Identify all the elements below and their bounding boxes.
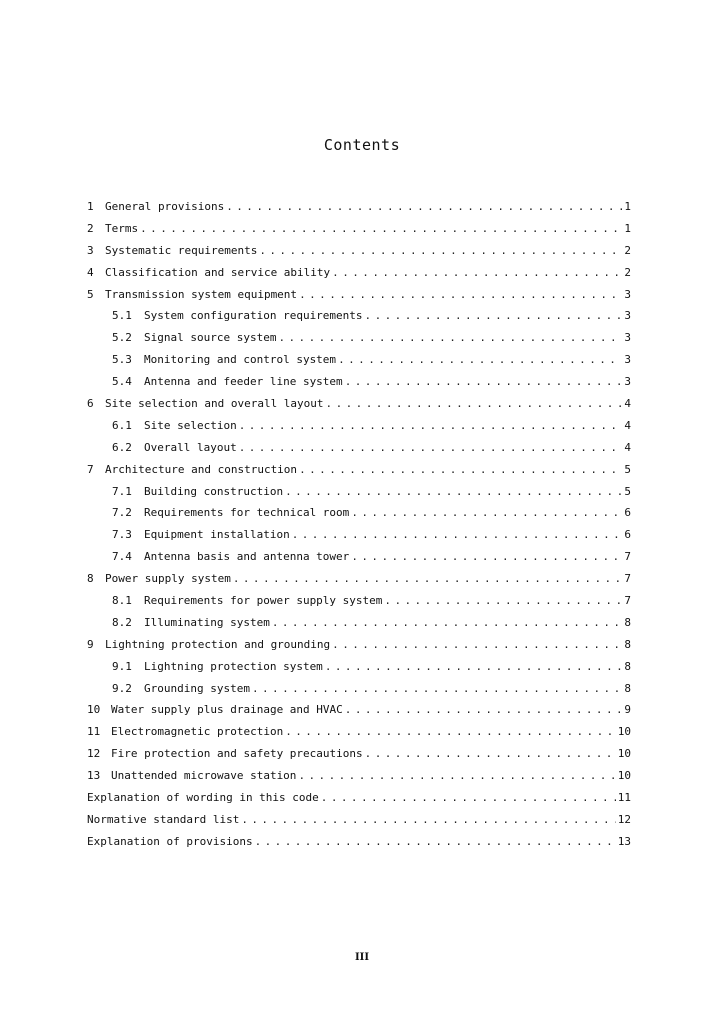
dot-leader: [325, 659, 623, 675]
toc-entry-label: Antenna basis and antenna tower: [144, 550, 350, 564]
toc-entry-label: Requirements for technical room: [144, 506, 350, 520]
dot-leader: [345, 702, 623, 718]
toc-entry[interactable]: [87, 681, 631, 703]
toc-entry-label: Explanation of wording in this code: [87, 791, 319, 805]
toc-entry-label: Systematic requirements: [105, 243, 258, 257]
toc-entry-number: 6.2: [112, 440, 132, 454]
toc-entry[interactable]: [87, 330, 631, 352]
toc-entry-page: 8: [624, 615, 631, 629]
dot-leader: [272, 615, 623, 631]
toc-entry[interactable]: [87, 834, 631, 856]
dot-leader: [299, 462, 622, 478]
toc-entry-page: 8: [624, 659, 631, 673]
toc-entry[interactable]: [87, 768, 631, 790]
dot-leader: [326, 396, 623, 412]
toc-entry-label: Fire protection and safety precautions: [111, 747, 363, 761]
toc-entry[interactable]: [87, 790, 631, 812]
dot-leader: [299, 287, 622, 303]
dot-leader: [345, 374, 623, 390]
toc-entry-label: Grounding system: [144, 681, 250, 695]
toc-entry-number: 11: [87, 725, 101, 739]
toc-entry[interactable]: [87, 505, 631, 527]
toc-entry-label: Signal source system: [144, 331, 277, 345]
toc-entry-page: 4: [624, 440, 631, 454]
toc-entry[interactable]: [87, 702, 631, 724]
toc-entry-label: Equipment installation: [144, 528, 290, 542]
toc-entry-label: Site selection: [144, 418, 237, 432]
toc-entry[interactable]: [87, 374, 631, 396]
toc-entry-number: 6: [87, 397, 94, 411]
toc-entry-number: 2: [87, 221, 94, 235]
toc-entry-page: 1: [624, 200, 631, 213]
toc-entry-label: Terms: [105, 221, 139, 235]
toc-entry-page: 3: [624, 287, 631, 301]
toc-entry-number: 10: [87, 703, 101, 717]
toc-entry-number: 7.3: [112, 528, 132, 542]
toc-entry-page: 7: [624, 594, 631, 608]
dot-leader: [285, 724, 616, 740]
toc-entry-label: System configuration requirements: [144, 309, 363, 323]
toc-entry[interactable]: [87, 221, 631, 243]
page-title: Contents: [323, 136, 401, 154]
dot-leader: [292, 527, 623, 543]
toc-entry-number: 5.1: [112, 309, 132, 323]
toc-entry-number: 12: [87, 747, 101, 761]
toc-entry-page: 3: [624, 353, 631, 367]
toc-entry[interactable]: [87, 527, 631, 549]
toc-entry[interactable]: [87, 199, 631, 221]
toc-entry-label: Classification and service ability: [105, 265, 331, 279]
toc-entry-page: 9: [624, 703, 631, 717]
dot-leader: [351, 505, 622, 521]
toc-entry-number: 7.2: [112, 506, 132, 520]
toc-entry-number: 7.1: [112, 484, 132, 498]
toc-entry-number: 3: [87, 243, 94, 257]
dot-leader: [239, 440, 623, 456]
dot-leader: [226, 199, 622, 215]
toc-entry-label: Requirements for power supply system: [144, 594, 383, 608]
toc-entry-label: Water supply plus drainage and HVAC: [111, 703, 343, 717]
toc-entry-page: 5: [624, 484, 631, 498]
toc-entry-page: 1: [624, 221, 631, 235]
dot-leader: [285, 484, 622, 500]
toc-entry-page: 5: [624, 462, 631, 476]
toc-entry-page: 3: [624, 375, 631, 389]
toc-entry-page: 4: [624, 418, 631, 432]
toc-entry-label: Monitoring and control system: [144, 353, 337, 367]
toc-entry-number: 8.2: [112, 615, 132, 629]
toc-entry-number: 5.4: [112, 375, 132, 389]
toc-entry[interactable]: [87, 746, 631, 768]
toc-entry-label: Illuminating system: [144, 615, 270, 629]
toc-entry-page: 13: [617, 834, 631, 848]
toc-entry[interactable]: [87, 440, 631, 462]
dot-leader: [338, 352, 622, 368]
toc-entry-number: 5.2: [112, 331, 132, 345]
toc-entry[interactable]: [87, 615, 631, 637]
toc-entry[interactable]: [87, 659, 631, 681]
toc-entry-page: 8: [624, 637, 631, 651]
dot-leader: [252, 681, 622, 697]
dot-leader: [255, 834, 616, 850]
toc-entry[interactable]: [87, 484, 631, 506]
toc-entry-label: Power supply system: [105, 572, 231, 586]
dot-leader: [233, 571, 623, 587]
toc-entry-page: 6: [624, 506, 631, 520]
dot-leader: [239, 418, 623, 434]
toc-entry-number: 6.1: [112, 418, 132, 432]
page-number-folio: III: [354, 952, 370, 963]
toc-entry-label: Lightning protection and grounding: [105, 637, 331, 651]
toc-entry-number: 9: [87, 637, 94, 651]
toc-entry-page: 8: [624, 681, 631, 695]
table-of-contents: [87, 199, 631, 856]
dot-leader: [140, 221, 622, 237]
toc-entry-label: Site selection and overall layout: [105, 397, 324, 411]
toc-entry-number: 4: [87, 265, 94, 279]
toc-entry-label: Electromagnetic protection: [111, 725, 284, 739]
toc-entry-page: 4: [624, 397, 631, 411]
toc-entry-label: Overall layout: [144, 440, 237, 454]
toc-entry[interactable]: [87, 265, 631, 287]
toc-entry-page: 11: [617, 791, 631, 805]
dot-leader: [278, 330, 622, 346]
toc-entry[interactable]: [87, 308, 631, 330]
toc-entry[interactable]: [87, 396, 631, 418]
toc-entry[interactable]: [87, 571, 631, 593]
toc-entry-label: Lightning protection system: [144, 659, 323, 673]
toc-entry-label: Building construction: [144, 484, 284, 498]
toc-entry-label: Transmission system equipment: [105, 287, 298, 301]
toc-entry-page: 6: [624, 528, 631, 542]
toc-entry-page: 7: [624, 572, 631, 586]
toc-entry-page: 2: [624, 243, 631, 257]
dot-leader: [298, 768, 615, 784]
toc-entry-number: 8.1: [112, 594, 132, 608]
toc-entry-number: 8: [87, 572, 94, 586]
toc-entry-label: General provisions: [105, 200, 225, 213]
toc-entry-page: 3: [624, 309, 631, 323]
toc-entry-number: 1: [87, 200, 94, 213]
dot-leader: [365, 308, 623, 324]
toc-entry-page: 10: [617, 747, 631, 761]
toc-entry[interactable]: [87, 637, 631, 659]
toc-entry-number: 5: [87, 287, 94, 301]
dot-leader: [259, 243, 622, 259]
toc-entry-page: 3: [624, 331, 631, 345]
toc-entry-page: 10: [617, 769, 631, 783]
toc-entry[interactable]: [87, 287, 631, 309]
dot-leader: [365, 746, 616, 762]
toc-entry[interactable]: [87, 462, 631, 484]
dot-leader: [332, 637, 622, 653]
dot-leader: [321, 790, 616, 806]
toc-entry-number: 5.3: [112, 353, 132, 367]
toc-entry-label: Explanation of provisions: [87, 834, 253, 848]
toc-entry-page: 7: [624, 550, 631, 564]
toc-entry-label: Architecture and construction: [105, 462, 298, 476]
toc-entry[interactable]: [87, 812, 631, 834]
toc-entry-number: 9.2: [112, 681, 132, 695]
toc-entry-page: 12: [617, 812, 631, 826]
toc-entry[interactable]: [87, 593, 631, 615]
toc-entry[interactable]: [87, 352, 631, 374]
toc-entry-label: Antenna and feeder line system: [144, 375, 343, 389]
toc-entry[interactable]: [87, 243, 631, 265]
dot-leader: [332, 265, 622, 281]
toc-entry[interactable]: [87, 549, 631, 571]
toc-entry-number: 7.4: [112, 550, 132, 564]
toc-entry[interactable]: [87, 418, 631, 440]
toc-entry-label: Unattended microwave station: [111, 769, 297, 783]
toc-entry-page: 2: [624, 265, 631, 279]
toc-entry-page: 10: [617, 725, 631, 739]
toc-entry-number: 9.1: [112, 659, 132, 673]
toc-entry-label: Normative standard list: [87, 812, 240, 826]
dot-leader: [241, 812, 615, 828]
toc-entry-number: 7: [87, 462, 94, 476]
toc-entry[interactable]: [87, 724, 631, 746]
toc-entry-number: 13: [87, 769, 101, 783]
dot-leader: [351, 549, 622, 565]
dot-leader: [384, 593, 622, 609]
